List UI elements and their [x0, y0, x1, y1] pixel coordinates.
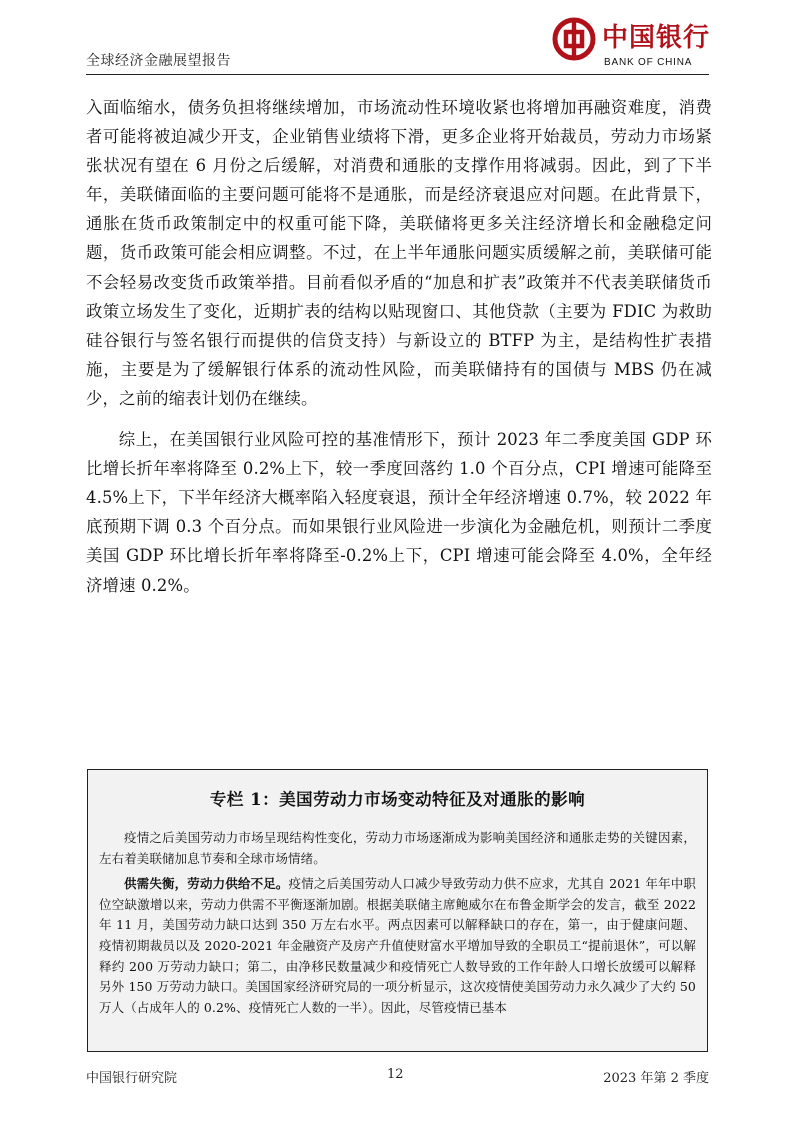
column-box-paragraph-1: 疫情之后美国劳动力市场呈现结构性变化，劳动力市场逐渐成为影响美国经济和通胀走势的关键因素，左右着美联储加息节奏和全球市场情绪。 [99, 830, 696, 866]
bank-logo [552, 17, 712, 75]
logo-english-name: BANK OF CHINA [604, 57, 693, 68]
column-box-paragraph-2-body: 疫情之后美国劳动人口减少导致劳动力供不应求，尤其自 2021 年年中职位空缺激增以来，劳动力供需不平衡逐渐加剧。根据美联储主席鲍威尔在布鲁金斯学会的发言，截至 2022 年 11 月，美国劳动力缺口达到 350 万左右水平。两点因素可以解释缺口的存在，第一，由于健康问题、疫情初期裁员以及 2020-2021 年金融资产及房产升值使财富水平增加导致的全职员工“提前退休”，可以解释约 200 万劳动力缺口；第二，由净移民数量减少和疫情死亡人数导致的工作年龄人口增长放缓可以解释另外 150 万劳动力缺口。美国国家经济研究局的一项分析显示，这次疫情使美国劳动力永久减少了大约 50 万人（占成年人的 0.2%、疫情死亡人数的一半）。因此，尽管疫情已基本 [99, 876, 696, 1015]
body-paragraph-2: 综上，在美国银行业风险可控的基准情形下，预计 2023 年二季度美国 GDP 环比增长折年率将降至 0.2%上下，较一季度回落约 1.0 个百分点，CPI 增速可能降至 4.5%上下，下半年经济大概率陷入轻度衰退，预计全年经济增速 0.7%，较 2022 年底预期下调 0.3 个百分点。而如果银行业风险进一步演化为金融危机，则预计二季度美国 GDP 环比增长折年率将降至-0.2%上下，CPI 增速可能会降至 4.0%，全年经济增速 0.2%。 [86, 430, 712, 595]
page-number: 12 [387, 1067, 404, 1082]
bank-of-china-emblem-icon [552, 17, 596, 61]
column-box [87, 769, 708, 1052]
body-paragraph-1: 入面临缩水，债务负担将继续增加，市场流动性环境收紧也将增加再融资难度，消费者可能将被迫减少开支，企业销售业绩将下滑，更多企业将开始裁员，劳动力市场紧张状况有望在 6 月份之后缓解，对消费和通胀的支撑作用将减弱。因此，到了下半年，美联储面临的主要问题可能将不是通胀，而是经济衰退应对问题。在此背景下，通胀在货币政策制定中的权重可能下降，美联储将更多关注经济增长和金融稳定问题，货币政策可能会相应调整。不过，在上半年通胀问题实质缓解之前，美联储可能不会轻易改变货币政策举措。目前看似矛盾的“加息和扩表”政策并不代表美联储货币政策立场发生了变化，近期扩表的结构以贴现窗口、其他贷款（主要为 FDIC 为救助硅谷银行与签名银行而提供的信贷支持）与新设立的 BTFP 为主，是结构性扩表措施，主要是为了缓解银行体系的流动性风险，而美联储持有的国债与 MBS 仍在减少，之前的缩表计划仍在继续。 [86, 98, 712, 408]
column-box-title: 专栏 1：美国劳动力市场变动特征及对通胀的影响 [209, 790, 586, 809]
column-box-paragraph-2 [99, 874, 696, 1018]
footer-period: 2023 年第 2 季度 [603, 1071, 709, 1086]
header-divider [86, 74, 709, 75]
column-box-paragraph-2-lead: 供需失衡，劳动力供给不足。 [124, 876, 289, 892]
logo-chinese-name: 中国银行 [602, 23, 711, 53]
main-body [86, 93, 712, 600]
report-title: 全球经济金融展望报告 [86, 53, 231, 69]
footer-institute: 中国银行研究院 [86, 1071, 178, 1086]
